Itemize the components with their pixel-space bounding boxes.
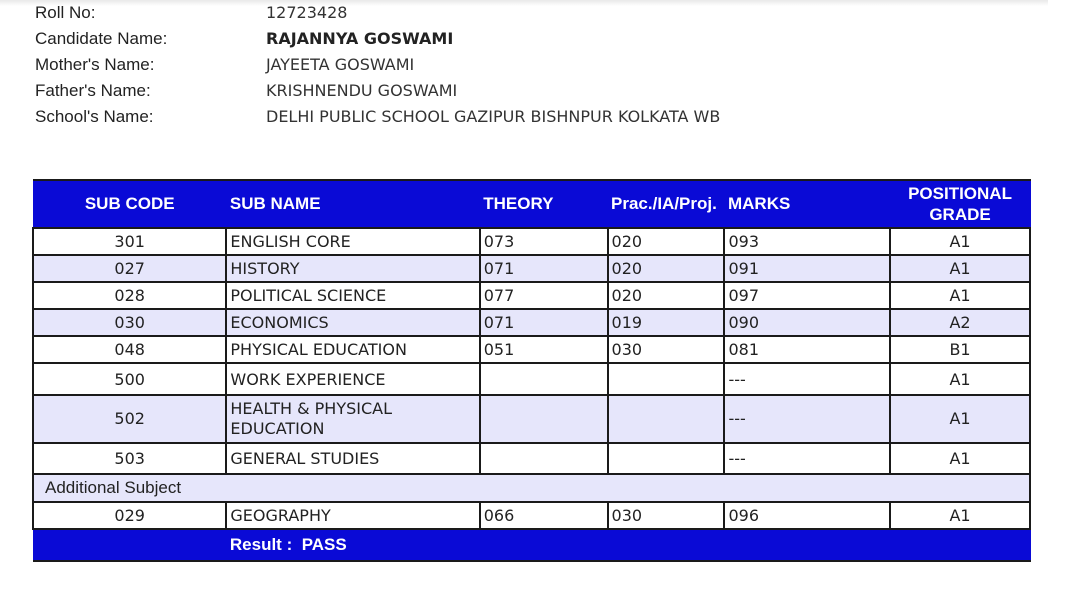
practical-cell: 030 — [608, 502, 725, 529]
school-name-label: School's Name: — [35, 107, 154, 126]
sub-name-cell: PHYSICAL EDUCATION — [226, 336, 479, 363]
table-row — [33, 363, 1030, 395]
theory-cell — [480, 395, 608, 443]
roll-value: 12723428 — [266, 3, 348, 22]
theory-cell: 077 — [480, 282, 608, 309]
theory-cell — [480, 363, 608, 395]
practical-cell: 030 — [608, 336, 725, 363]
table-row — [33, 395, 1030, 443]
table-row — [33, 309, 1030, 336]
marks-cell: 090 — [724, 309, 890, 336]
practical-cell — [608, 443, 725, 474]
theory-cell — [480, 443, 608, 474]
marks-cell: --- — [724, 363, 890, 395]
table-row — [33, 443, 1030, 474]
sub-code-cell: 502 — [33, 395, 226, 443]
sub-name-cell: WORK EXPERIENCE — [226, 363, 479, 395]
header-grade-line1: POSITIONAL — [908, 184, 1012, 203]
header-theory: THEORY — [480, 180, 608, 228]
practical-cell: 019 — [608, 309, 725, 336]
sub-name-cell: POLITICAL SCIENCE — [226, 282, 479, 309]
theory-cell: 051 — [480, 336, 608, 363]
theory-cell: 066 — [480, 502, 608, 529]
header-marks: MARKS — [724, 180, 890, 228]
marks-cell: 091 — [724, 255, 890, 282]
theory-cell: 071 — [480, 255, 608, 282]
grade-cell: A1 — [890, 282, 1030, 309]
grade-cell: A1 — [890, 228, 1030, 255]
header-grade-line2: GRADE — [929, 205, 991, 224]
grade-cell: B1 — [890, 336, 1030, 363]
table-row — [33, 228, 1030, 255]
marks-cell: 093 — [724, 228, 890, 255]
father-name-label: Father's Name: — [35, 81, 151, 100]
sub-code-cell: 030 — [33, 309, 226, 336]
sub-code-cell: 503 — [33, 443, 226, 474]
school-name-value: DELHI PUBLIC SCHOOL GAZIPUR BISHNPUR KOLKATA WB — [266, 107, 721, 126]
sub-code-cell: 500 — [33, 363, 226, 395]
practical-cell — [608, 363, 725, 395]
table-header-row — [33, 180, 1030, 228]
result-value: PASS — [301, 535, 347, 554]
marks-table — [32, 179, 1031, 562]
practical-cell: 020 — [608, 255, 725, 282]
theory-cell: 071 — [480, 309, 608, 336]
additional-subject-row — [33, 474, 1030, 502]
roll-label: Roll No: — [35, 3, 96, 22]
practical-cell: 020 — [608, 282, 725, 309]
grade-cell: A1 — [890, 443, 1030, 474]
practical-cell: 020 — [608, 228, 725, 255]
marks-cell: 096 — [724, 502, 890, 529]
table-row — [33, 336, 1030, 363]
result-cell — [226, 529, 1030, 561]
result-label: Result : — [229, 535, 293, 554]
grade-cell: A1 — [890, 395, 1030, 443]
sub-code-cell: 029 — [33, 502, 226, 529]
grade-cell: A1 — [890, 255, 1030, 282]
header-sub-name: SUB NAME — [226, 180, 479, 228]
theory-cell: 073 — [480, 228, 608, 255]
table-row — [33, 502, 1030, 529]
mother-name-value: JAYEETA GOSWAMI — [266, 55, 415, 74]
father-name-value: KRISHNENDU GOSWAMI — [266, 81, 458, 100]
candidate-name-label: Candidate Name: — [35, 29, 168, 48]
sub-code-cell: 027 — [33, 255, 226, 282]
table-row — [33, 255, 1030, 282]
sub-name-cell: HISTORY — [226, 255, 479, 282]
table-row — [33, 282, 1030, 309]
sub-code-cell: 048 — [33, 336, 226, 363]
sub-name-cell: HEALTH & PHYSICAL EDUCATION — [226, 395, 479, 443]
marks-cell: --- — [724, 443, 890, 474]
result-spacer — [33, 529, 226, 561]
result-row — [33, 529, 1030, 561]
sub-name-cell: ENGLISH CORE — [226, 228, 479, 255]
header-practical: Prac./IA/Proj. — [608, 180, 725, 228]
sub-name-cell: GENERAL STUDIES — [226, 443, 479, 474]
candidate-name-value: RAJANNYA GOSWAMI — [266, 29, 454, 48]
marks-cell: 081 — [724, 336, 890, 363]
marks-cell: 097 — [724, 282, 890, 309]
practical-cell — [608, 395, 725, 443]
marks-cell: --- — [724, 395, 890, 443]
additional-subject-label: Additional Subject — [33, 474, 1030, 502]
header-positional-grade — [890, 180, 1030, 228]
mother-name-label: Mother's Name: — [35, 55, 155, 74]
grade-cell: A1 — [890, 502, 1030, 529]
grade-cell: A1 — [890, 363, 1030, 395]
grade-cell: A2 — [890, 309, 1030, 336]
sub-code-cell: 028 — [33, 282, 226, 309]
header-sub-code: SUB CODE — [33, 180, 226, 228]
sub-code-cell: 301 — [33, 228, 226, 255]
sub-name-cell: GEOGRAPHY — [226, 502, 479, 529]
sub-name-cell: ECONOMICS — [226, 309, 479, 336]
top-shadow — [0, 0, 1048, 6]
